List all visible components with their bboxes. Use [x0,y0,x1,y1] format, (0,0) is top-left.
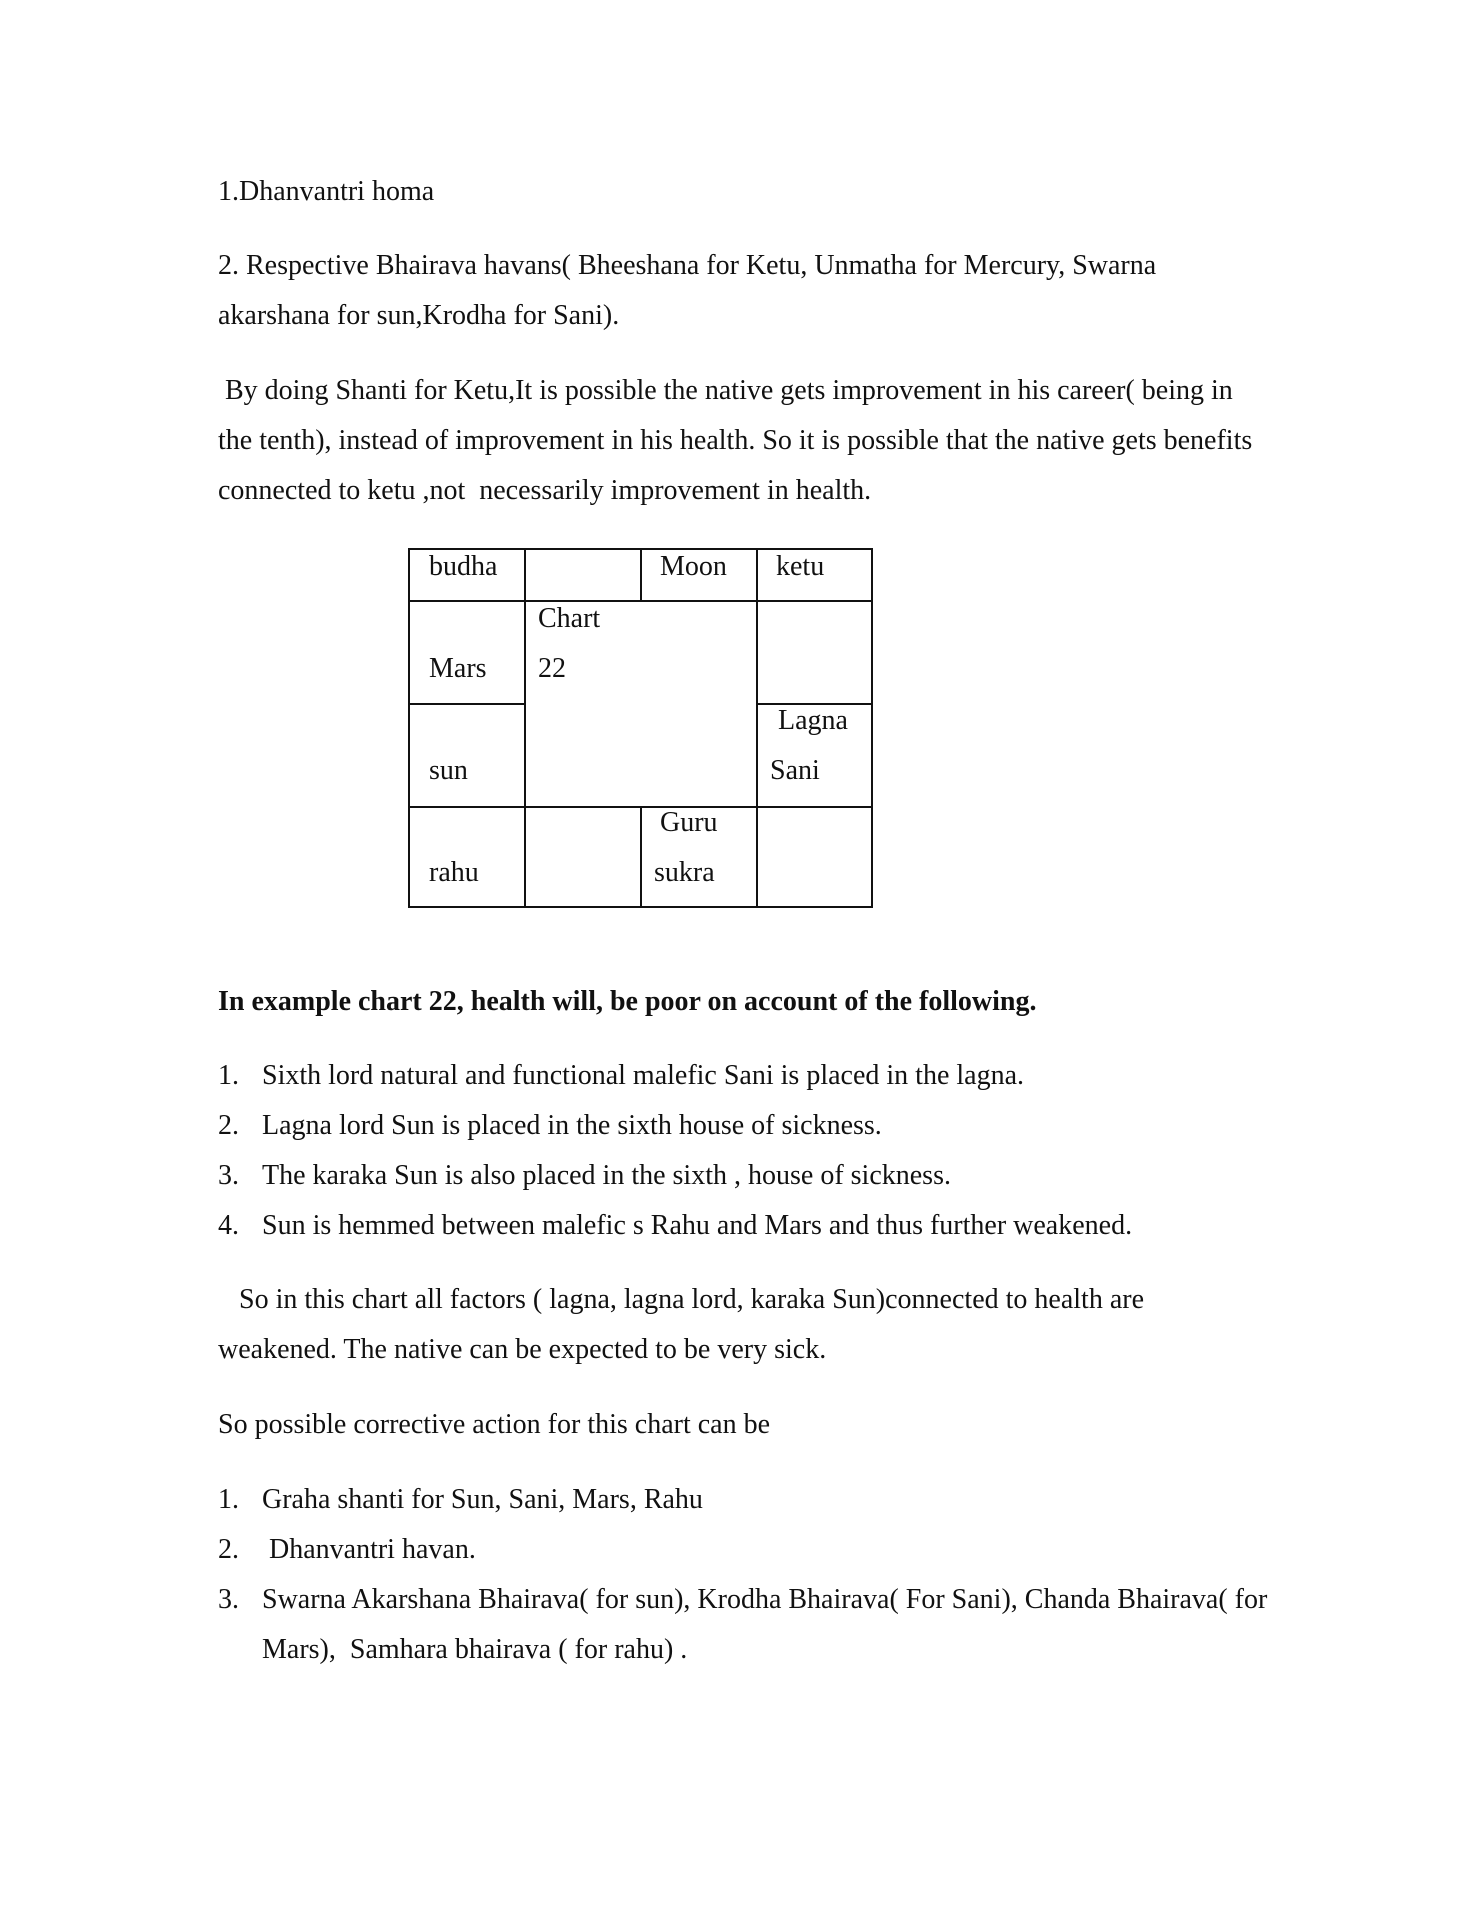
reason-text: Sixth lord natural and functional malefic Sani is placed in the lagna. [262,1060,1025,1091]
chart-grid-line [640,806,642,906]
reason-text: Sun is hemmed between malefic s Rahu and Mars and thus further weakened. [262,1210,1133,1241]
chart-cell-sukra: sukra [654,857,715,888]
chart-grid-line [524,550,526,906]
action-number: 1. [218,1484,239,1515]
chart-grid-line [410,703,524,705]
chart-cell-mars: Mars [429,653,487,684]
section-heading: In example chart 22, health will, be poor on account of the following. [218,986,1037,1017]
action-text: Dhanvantri havan. [262,1534,476,1565]
remedy-item-1: 1.Dhanvantri homa [218,176,435,207]
chart-cell-guru: Guru [660,807,718,838]
corrective-intro: So possible corrective action for this chart can be [218,1409,771,1440]
chart-cell-sani: Sani [770,755,820,786]
remedy-item-2-line-1: 2. Respective Bhairava havans( Bheeshana for Ketu, Unmatha for Mercury, Swarna [218,250,1157,281]
ketu-paragraph-line-2: the tenth), instead of improvement in his health. So it is possible that the native gets benefits [218,425,1253,456]
summary-line-2: weakened. The native can be expected to be very sick. [218,1334,827,1365]
remedy-item-2-line-2: akarshana for sun,Krodha for Sani). [218,300,620,331]
chart-center-number: 22 [538,653,566,684]
reason-text: The karaka Sun is also placed in the sixth , house of sickness. [262,1160,951,1191]
summary-line-1: So in this chart all factors ( lagna, lagna lord, karaka Sun)connected to health are [218,1284,1144,1315]
chart-cell-lagna: Lagna [778,705,848,736]
chart-cell-ketu: ketu [776,551,825,582]
ketu-paragraph-line-1: By doing Shanti for Ketu,It is possible the native gets improvement in his career( being in [218,375,1233,406]
action-number: 2. [218,1534,239,1565]
chart-cell-sun: sun [429,755,468,786]
reason-number: 3. [218,1160,239,1191]
reason-number: 2. [218,1110,239,1141]
reason-number: 4. [218,1210,239,1241]
action-text-continued: Mars), Samhara bhairava ( for rahu) . [262,1634,688,1665]
ketu-paragraph-line-3: connected to ketu ,not necessarily improvement in health. [218,475,872,506]
reason-text: Lagna lord Sun is placed in the sixth house of sickness. [262,1110,882,1141]
chart-cell-budha: budha [429,551,498,582]
chart-grid-line [410,806,871,808]
reason-number: 1. [218,1060,239,1091]
action-number: 3. [218,1584,239,1615]
chart-grid-line [410,600,871,602]
chart-cell-moon: Moon [660,551,727,582]
action-text: Swarna Akarshana Bhairava( for sun), Krodha Bhairava( For Sani), Chanda Bhairava( for [262,1584,1268,1615]
chart-grid-line [640,550,642,602]
chart-center-title: Chart [538,603,601,634]
chart-grid-line [756,550,758,906]
action-text: Graha shanti for Sun, Sani, Mars, Rahu [262,1484,703,1515]
birth-chart-22 [408,548,873,908]
chart-cell-rahu: rahu [429,857,479,888]
